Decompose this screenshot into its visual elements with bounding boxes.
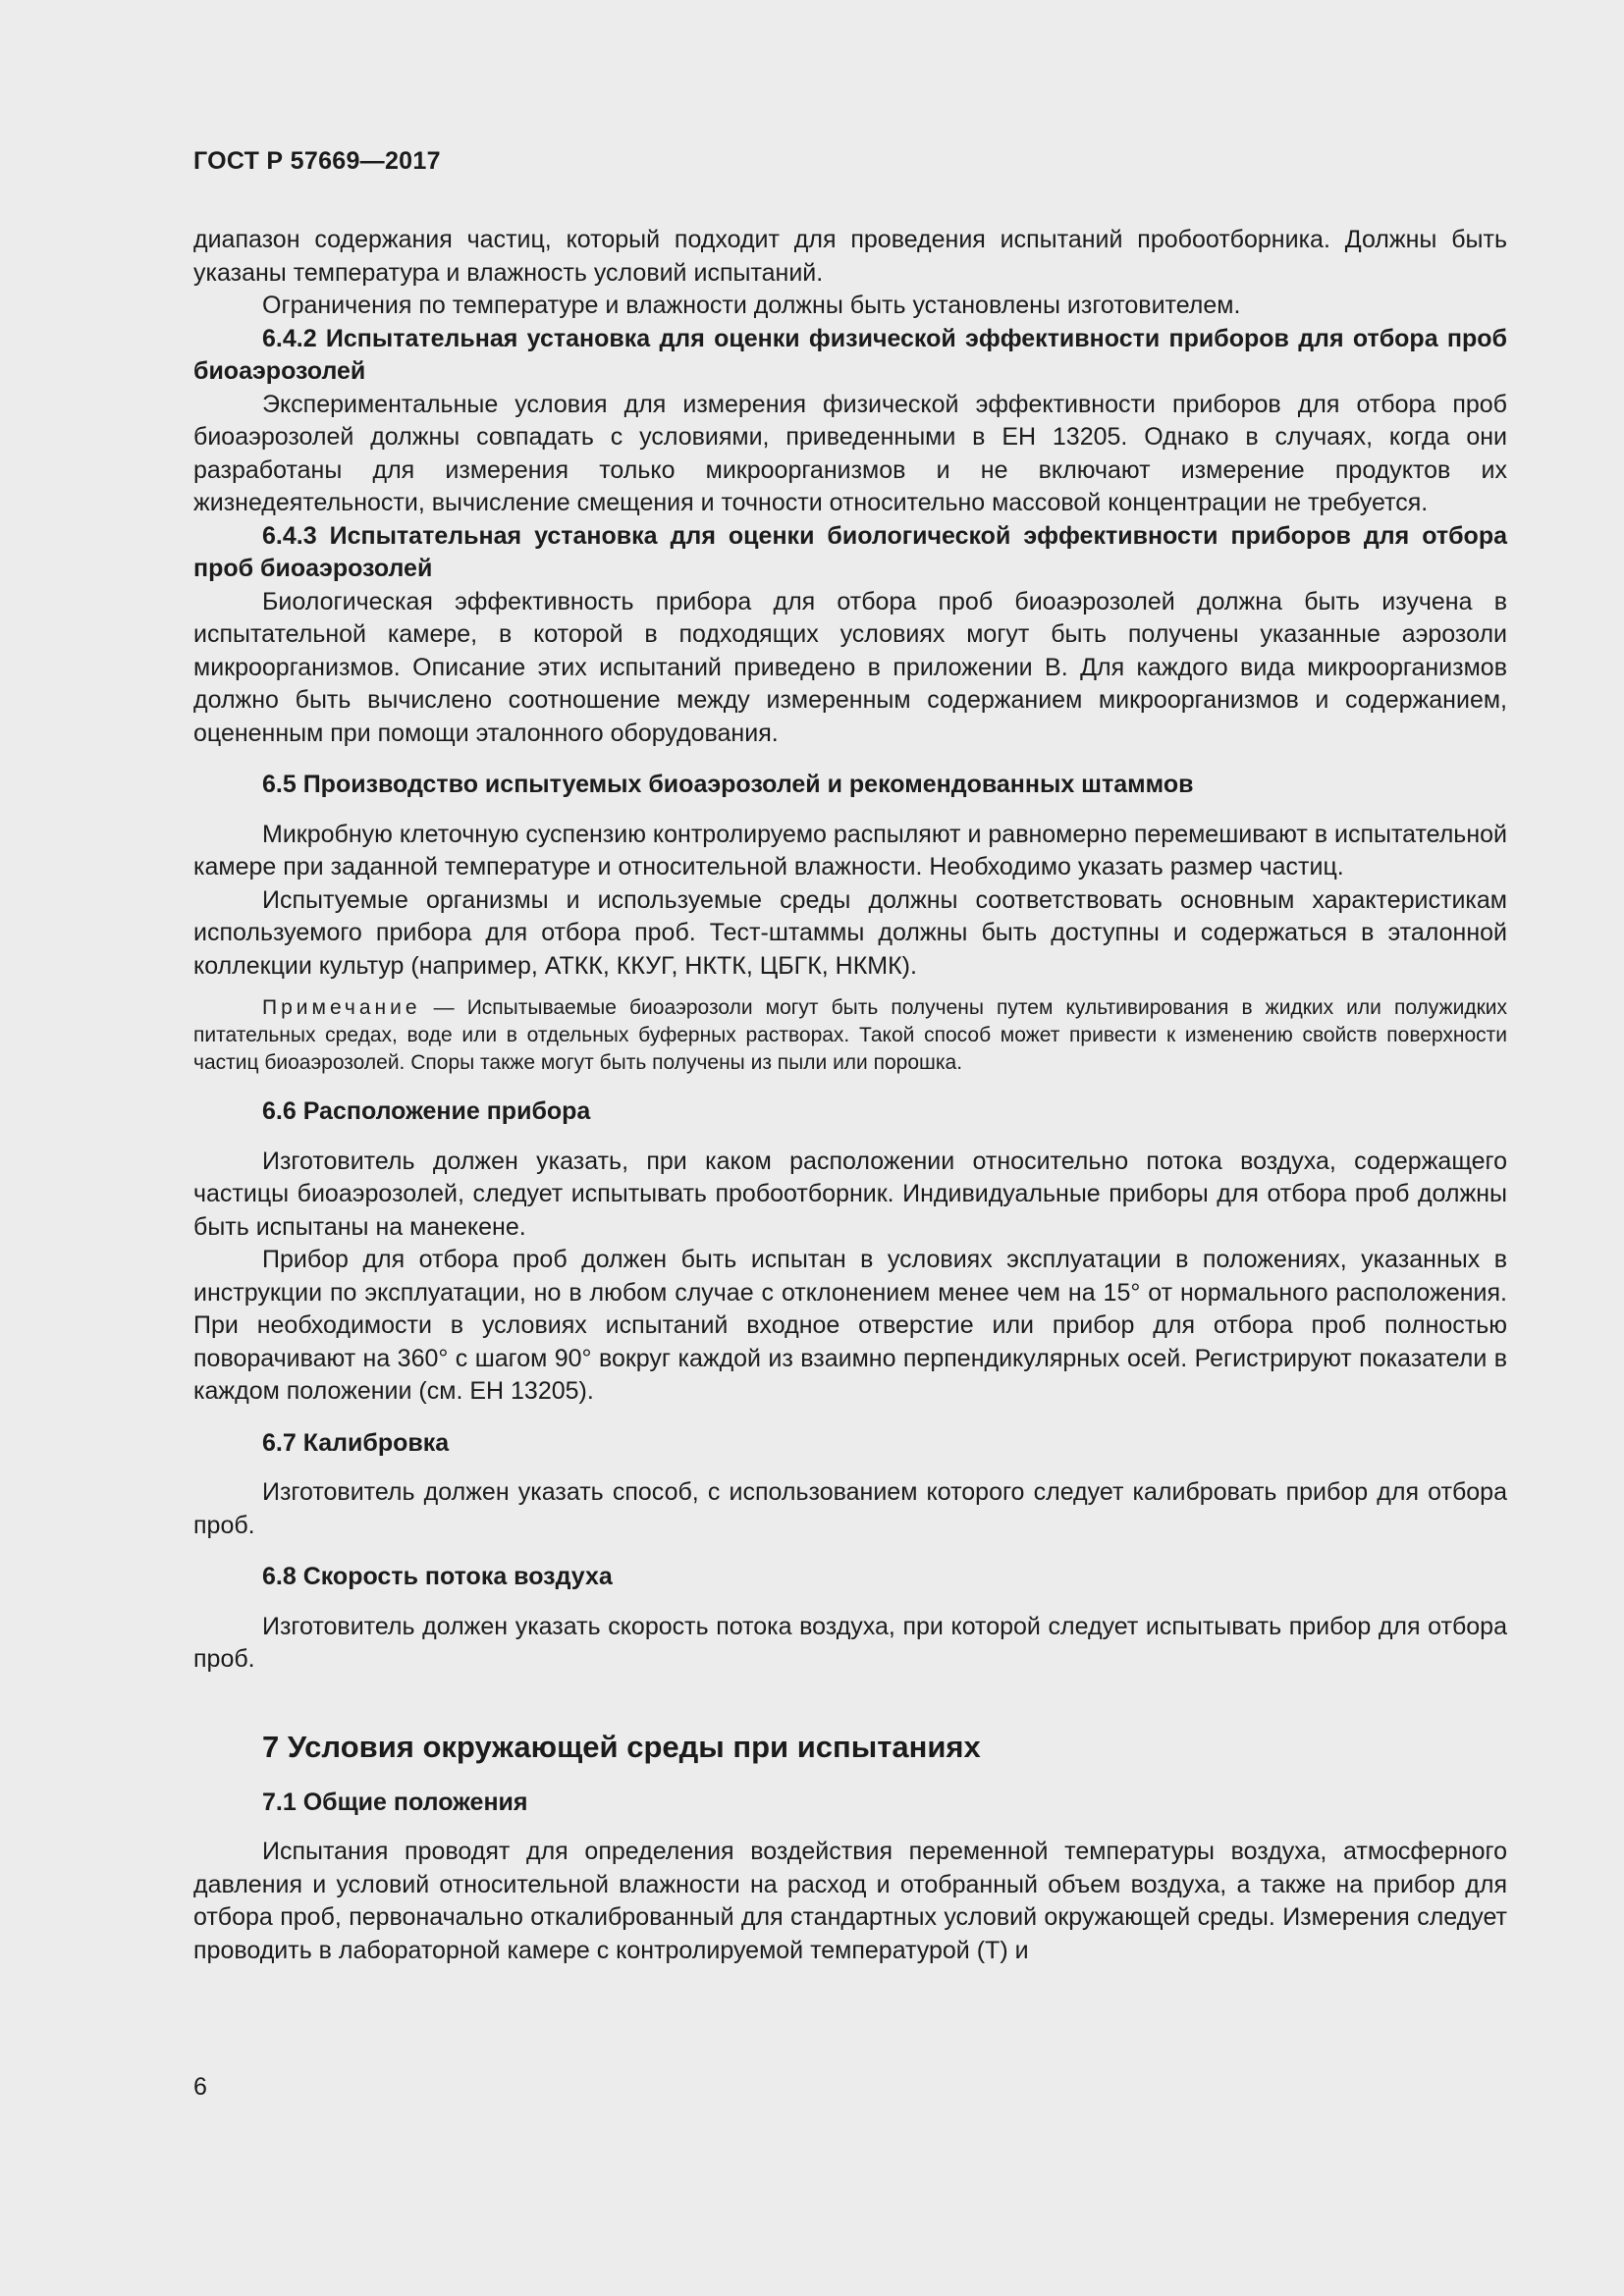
paragraph: диапазон содержания частиц, который подходит для проведения испытаний пробоотборника. Должны быть указаны температура и влажность условий испытаний. bbox=[193, 226, 1507, 287]
document-code-header: ГОСТ Р 57669—2017 bbox=[193, 147, 441, 175]
paragraph: Ограничения по температуре и влажности должны быть установлены изготовителем. bbox=[262, 292, 1241, 319]
note-text: — Испытываемые биоаэрозоли могут быть получены путем культивирования в жидких или полужидких питательных средах, воде или в отдельных буферных растворах. Такой способ может привести к изменению свойств поверхности частиц биоаэрозолей. Споры также могут быть получены из пыли или порошка. bbox=[193, 996, 1507, 1074]
document-body bbox=[193, 224, 1507, 1967]
paragraph: Испытуемые организмы и используемые среды должны соответствовать основным характеристикам используемого прибора для отбора проб. Тест-штаммы должны быть доступны и содержаться в эталонной коллекции культур (например, АТКК, ККУГ, НКТК, ЦБГК, НКМК). bbox=[193, 885, 1507, 980]
paragraph: Экспериментальные условия для измерения физической эффективности приборов для отбора проб биоаэрозолей должны совпадать с условиями, приведенными в ЕН 13205. Однако в случаях, когда они разработаны для измерения только микроорганизмов и не включают измерение продуктов их жизнедеятельности, вычисление смещения и точности относительно массовой концентрации не требуется. bbox=[193, 390, 1507, 516]
page-number: 6 bbox=[193, 2073, 207, 2101]
section-heading-6-5: 6.5 Производство испытуемых биоаэрозолей и рекомендованных штаммов bbox=[262, 771, 1194, 798]
paragraph: Изготовитель должен указать скорость потока воздуха, при которой следует испытывать прибор для отбора проб. bbox=[193, 1612, 1507, 1673]
paragraph: Испытания проводят для определения воздействия переменной температуры воздуха, атмосферного давления и условий относительной влажности на расход и отобранный объем воздуха, а также на прибор для отбора проб, первоначально откалиброванный для стандартных условий окружающей среды. Измерения следует проводить в лабораторной камере с контролируемой температурой (Т) и bbox=[193, 1838, 1507, 1964]
paragraph: Биологическая эффективность прибора для отбора проб биоаэрозолей должна быть изучена в испытательной камере, в которой в подходящих условиях могут быть получены указанные аэрозоли микроорганизмов. Описание этих испытаний приведено в приложении В. Для каждого вида микроорганизмов должно быть вычислено соотношение между измеренным содержанием микроорганизмов и содержанием, оцененным при помощи эталонного оборудования. bbox=[193, 587, 1507, 747]
section-heading-7-1: 7.1 Общие положения bbox=[262, 1788, 528, 1816]
chapter-heading-7: 7 Условия окружающей среды при испытаниях bbox=[262, 1729, 981, 1764]
paragraph: Микробную клеточную суспензию контролируемо распыляют и равномерно перемешивают в испытательной камере при заданной температуре и относительной влажности. Необходимо указать размер частиц. bbox=[193, 820, 1507, 881]
section-heading-6-4-2: 6.4.2 Испытательная установка для оценки физической эффективности приборов для отбора проб биоаэрозолей bbox=[193, 324, 1507, 385]
note bbox=[193, 994, 1507, 1077]
section-heading-6-6: 6.6 Расположение прибора bbox=[262, 1097, 591, 1125]
section-heading-6-7: 6.7 Калибровка bbox=[262, 1428, 450, 1457]
note-label: Примечание bbox=[262, 996, 421, 1019]
paragraph: Изготовитель должен указать, при каком расположении относительно потока воздуха, содержащего частицы биоаэрозолей, следует испытывать пробоотборник. Индивидуальные приборы для отбора проб должны быть испытаны на манекене. bbox=[193, 1147, 1507, 1241]
section-heading-6-8: 6.8 Скорость потока воздуха bbox=[262, 1563, 613, 1590]
paragraph: Изготовитель должен указать способ, с использованием которого следует калибровать прибор для отбора проб. bbox=[193, 1478, 1507, 1539]
section-heading-6-4-3: 6.4.3 Испытательная установка для оценки биологической эффективности приборов для отбора проб биоаэрозолей bbox=[193, 521, 1507, 582]
paragraph: Прибор для отбора проб должен быть испытан в условиях эксплуатации в положениях, указанных в инструкции по эксплуатации, но в любом случае с отклонением менее чем на 15° от нормального расположения. При необходимости в условиях испытаний входное отверстие или прибор для отбора проб полностью поворачивают на 360° с шагом 90° вокруг каждой из взаимно перпендикулярных осей. Регистрируют показатели в каждом положении (см. ЕН 13205). bbox=[193, 1246, 1507, 1405]
